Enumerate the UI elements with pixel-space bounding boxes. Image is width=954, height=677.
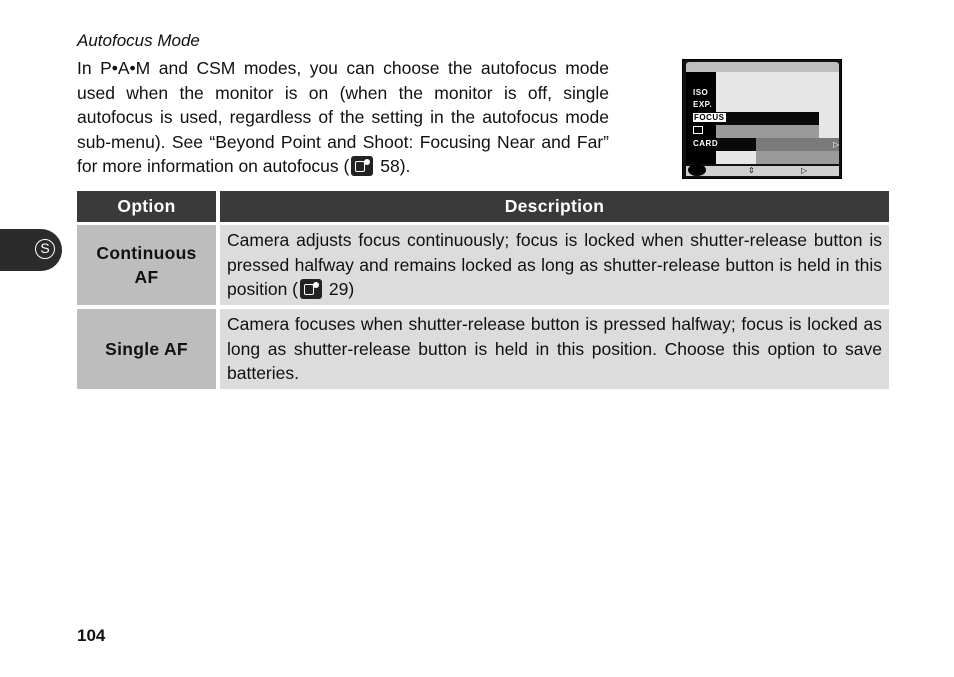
option-label: Single AF — [105, 339, 188, 359]
menu-help-bar — [686, 166, 839, 176]
description-cell — [220, 225, 889, 305]
intro-text-end: ). — [399, 156, 411, 176]
arrow-right-icon: ▷ — [833, 140, 840, 149]
folder-icon — [693, 126, 703, 134]
menu-row-selected — [716, 112, 819, 125]
menu-row — [716, 125, 819, 138]
description-ref-page: 29 — [328, 279, 349, 299]
table-row — [77, 309, 889, 389]
menu-row — [756, 151, 839, 164]
menu-label-card: CARD — [693, 139, 719, 148]
section-title: Autofocus Mode — [77, 31, 200, 50]
option-cell — [77, 225, 216, 305]
menu-label-iso: ISO — [693, 88, 709, 97]
option-cell — [77, 309, 216, 389]
intro-text: In P•A•M and CSM modes, you can choose the autofocus mode used when the monitor is on (when the monitor is off, single autofocus is used, regardless of the setting in the autofocus mode sub-menu). See “Beyond Point and Shoot: Focusing Near and Far” for more information on autofocus ( — [77, 58, 609, 176]
menu-title-bar — [686, 62, 839, 72]
section-side-tab — [0, 229, 62, 271]
description-text: Camera focuses when shutter-release button is pressed halfway; focus is locked as long as shutter-release button is held in this position. Choose this option to save batteries. — [227, 314, 882, 383]
menu-row — [716, 138, 839, 151]
description-text-end: ) — [348, 279, 355, 299]
up-down-icon: ⇕ — [748, 166, 755, 175]
menu-label-focus: FOCUS — [694, 113, 725, 122]
page-number: 104 — [77, 626, 106, 645]
option-label: Continuous AF — [96, 243, 197, 287]
description-cell — [220, 309, 889, 389]
arrow-right-icon: ▷ — [801, 166, 808, 175]
camera-reference-icon — [300, 279, 322, 299]
table-row — [77, 225, 889, 305]
menu-label-exp: EXP. — [693, 100, 713, 109]
intro-paragraph — [77, 56, 609, 179]
section-letter: S — [35, 239, 55, 259]
description-text: Camera adjusts focus continuously; focus is locked when shutter-release button is pressed halfway and remains locked as long as shutter-release button is held in this position ( — [227, 230, 882, 299]
menu-button-icon — [688, 164, 706, 176]
camera-reference-icon — [351, 156, 373, 176]
camera-menu-screenshot — [682, 59, 842, 179]
intro-ref-page: 58 — [380, 156, 400, 176]
header-description: Description — [220, 191, 889, 222]
header-option: Option — [77, 191, 216, 222]
